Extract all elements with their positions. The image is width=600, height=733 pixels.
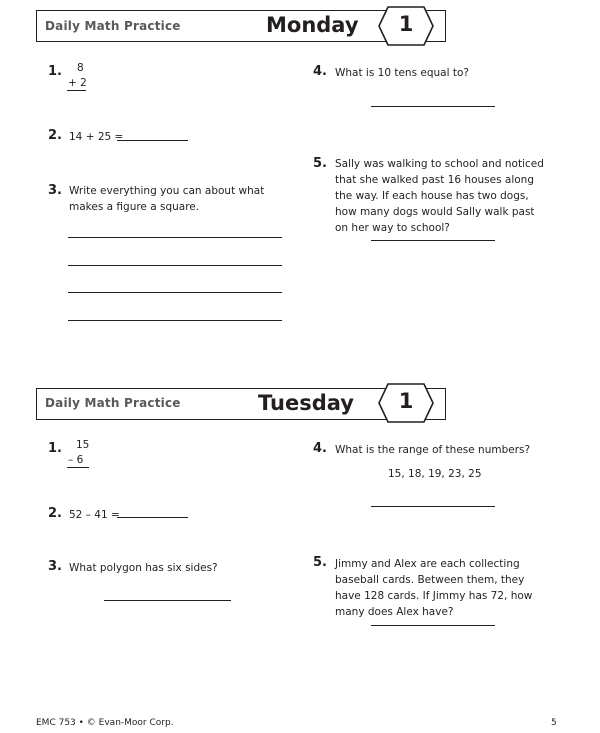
tuesday-week-number: 1 (398, 389, 414, 413)
monday-q4-answer-line[interactable] (371, 106, 495, 107)
tuesday-q4-answer-line[interactable] (371, 506, 495, 507)
tuesday-q1-bottom: – 6 (68, 454, 84, 466)
tuesday-q2-number: 2. (48, 506, 62, 521)
monday-q3-text: Write everything you can about what makes a figure a square. (69, 185, 265, 213)
monday-q1-bottom: + 2 (68, 77, 87, 89)
monday-q4-number: 4. (313, 64, 327, 79)
monday-q3-answer-line-1[interactable] (68, 237, 282, 238)
tuesday-day-title: Tuesday (258, 391, 354, 415)
monday-q4-text: What is 10 tens equal to? (335, 67, 469, 79)
tuesday-q5-text: Jimmy and Alex are each collecting baseball cards. Between them, they have 128 cards. If Jimmy has 72, how many does Alex have? (335, 558, 533, 618)
monday-q3-number: 3. (48, 183, 62, 198)
tuesday-q5-answer-line[interactable] (371, 625, 495, 626)
monday-q1-underline (67, 90, 86, 91)
tuesday-q4-text: What is the range of these numbers? (335, 444, 531, 456)
tuesday-q4-number: 4. (313, 441, 327, 456)
tuesday-header-label: Daily Math Practice (45, 396, 181, 410)
monday-q5-text: Sally was walking to school and noticed that she walked past 16 houses along the way. If each house has two dogs, how many dogs would Sally walk past on her way to school? (335, 158, 544, 234)
monday-q1-number: 1. (48, 64, 62, 79)
tuesday-q1-number: 1. (48, 441, 62, 456)
monday-q2-number: 2. (48, 128, 62, 143)
tuesday-q1-top: 15 (76, 439, 90, 451)
monday-q2-answer-line[interactable] (117, 140, 188, 141)
monday-q5-number: 5. (313, 156, 327, 171)
monday-q1-top: 8 (77, 62, 84, 74)
footer-copyright: EMC 753 • © Evan-Moor Corp. (36, 718, 174, 728)
tuesday-q2-text: 52 – 41 = (69, 509, 120, 521)
tuesday-q1-underline (67, 467, 89, 468)
monday-q3-answer-line-2[interactable] (68, 265, 282, 266)
tuesday-q4-numbers: 15, 18, 19, 23, 25 (388, 468, 482, 480)
tuesday-q2-answer-line[interactable] (117, 517, 188, 518)
monday-q3-answer-line-4[interactable] (68, 320, 282, 321)
monday-q2-text: 14 + 25 = (69, 131, 124, 143)
footer-page-number: 5 (551, 718, 557, 728)
monday-week-number: 1 (398, 12, 414, 36)
tuesday-q3-answer-line[interactable] (104, 600, 231, 601)
monday-q5-answer-line[interactable] (371, 240, 495, 241)
monday-header-label: Daily Math Practice (45, 19, 181, 33)
monday-q3-answer-line-3[interactable] (68, 292, 282, 293)
tuesday-q3-text: What polygon has six sides? (69, 562, 218, 574)
tuesday-q3-number: 3. (48, 559, 62, 574)
monday-day-title: Monday (266, 13, 359, 37)
tuesday-q5-number: 5. (313, 555, 327, 570)
